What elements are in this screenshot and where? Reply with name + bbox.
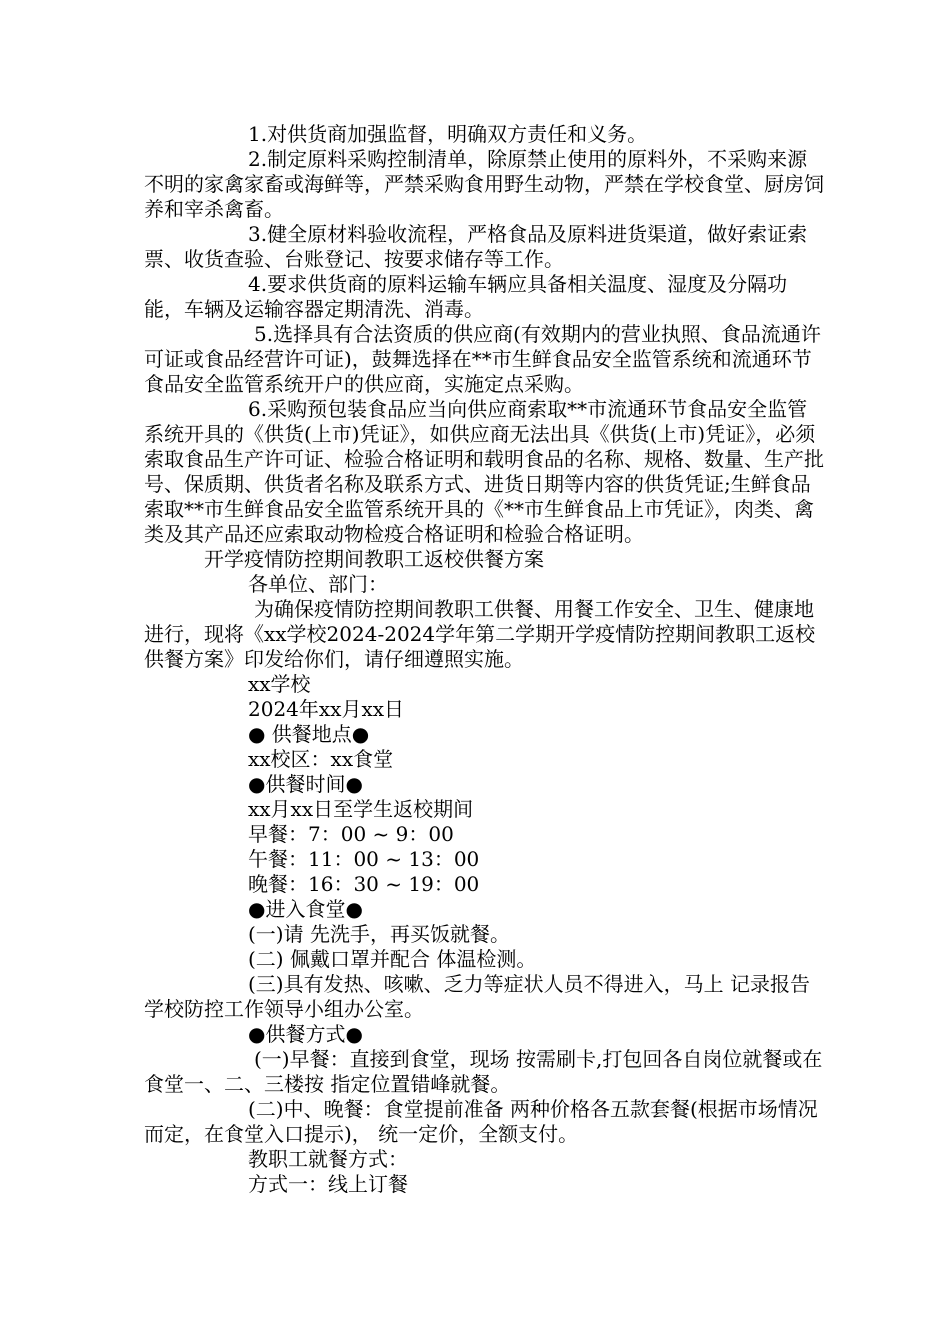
time-breakfast: 早餐：7：00 ~ 9：00 — [248, 822, 454, 846]
entry-item: (一)请 先洗手，再买饭就餐。 — [248, 922, 510, 946]
time-lunch: 午餐：11：00 ~ 13：00 — [248, 847, 480, 871]
document-body — [144, 122, 824, 1197]
notice-body: 为确保疫情防控期间教职工供餐、用餐工作安全、卫生、健康地进行，现将《xx学校2024-2024学年第二学期开学疫情防控期间教职工返校供餐方案》印发给你们，请仔细遵照实施。 — [144, 597, 816, 671]
paragraph-supplier-supervision: 1.对供货商加强监督，明确双方责任和义务。 — [248, 122, 648, 146]
entry-item: (三)具有发热、咳嗽、乏力等症状人员不得进入，马上 记录报告学校防控工作领导小组办公室。 — [144, 972, 810, 1021]
time-dinner: 晚餐：16：30 ~ 19：00 — [248, 872, 480, 896]
location-heading: ● 供餐地点● — [248, 722, 370, 746]
paragraph-qualified-suppliers: 5.选择具有合法资质的供应商(有效期内的营业执照、食品流通许可证或食品经营许可证)，鼓舞选择在**市生鲜食品安全监管系统和流通环节食品安全监管系统开户的供应商，实施定点采购。 — [144, 322, 821, 396]
paragraph-transport-vehicles: 4.要求供货商的原料运输车辆应具备相关温度、湿度及分隔功能，车辆及运输容器定期清洗、消毒。 — [144, 272, 788, 321]
time-period: xx月xx日至学生返校期间 — [248, 797, 474, 821]
paragraph-procurement-list: 2.制定原料采购控制清单，除原禁止使用的原料外，不采购来源不明的家禽家畜或海鲜等，严禁采购食用野生动物，严禁在学校食堂、厨房饲养和宰杀禽畜。 — [144, 147, 824, 221]
supply-item: (一)早餐：直接到食堂，现场 按需刷卡,打包回各自岗位就餐或在食堂一、二、三楼按 指定位置错峰就餐。 — [144, 1047, 823, 1096]
entry-heading: ●进入食堂● — [248, 897, 363, 921]
notice-title: 开学疫情防控期间教职工返校供餐方案 — [204, 547, 544, 571]
staff-heading: 教职工就餐方式： — [248, 1147, 408, 1171]
paragraph-acceptance-process: 3.健全原材料验收流程，严格食品及原料进货渠道，做好索证索票、收货查验、台账登记、按要求储存等工作。 — [144, 222, 808, 271]
supply-heading: ●供餐方式● — [248, 1022, 363, 1046]
notice-issuer: xx学校 — [248, 672, 311, 696]
entry-item: (二) 佩戴口罩并配合 体温检测。 — [248, 947, 537, 971]
notice-date: 2024年xx月xx日 — [248, 697, 405, 721]
supply-item: (二)中、晚餐：食堂提前准备 两种价格各五款套餐(根据市场情况而定，在食堂入口提示)， 统一定价，全额支付。 — [144, 1097, 818, 1146]
time-heading: ●供餐时间● — [248, 772, 363, 796]
paragraph-prepackaged-food: 6.采购预包装食品应当向供应商索取**市流通环节食品安全监管系统开具的《供货(上市)凭证》，如供应商无法出具《供货(上市)凭证》，必须索取食品生产许可证、检验合格证明和载明食品的名称、规格、数量、生产批号、保质期、供货者名称及联系方式、进货日期等内容的供货凭证;生鲜食品索取**市生鲜食品安全监管系统开具的《**市生鲜食品上市凭证》，肉类、禽类及其产品还应索取动物检疫合格证明和检验合格证明。 — [144, 397, 824, 546]
staff-method-1: 方式一：线上订餐 — [248, 1172, 408, 1196]
notice-salutation: 各单位、部门： — [248, 572, 388, 596]
location-value: xx校区：xx食堂 — [248, 747, 394, 771]
